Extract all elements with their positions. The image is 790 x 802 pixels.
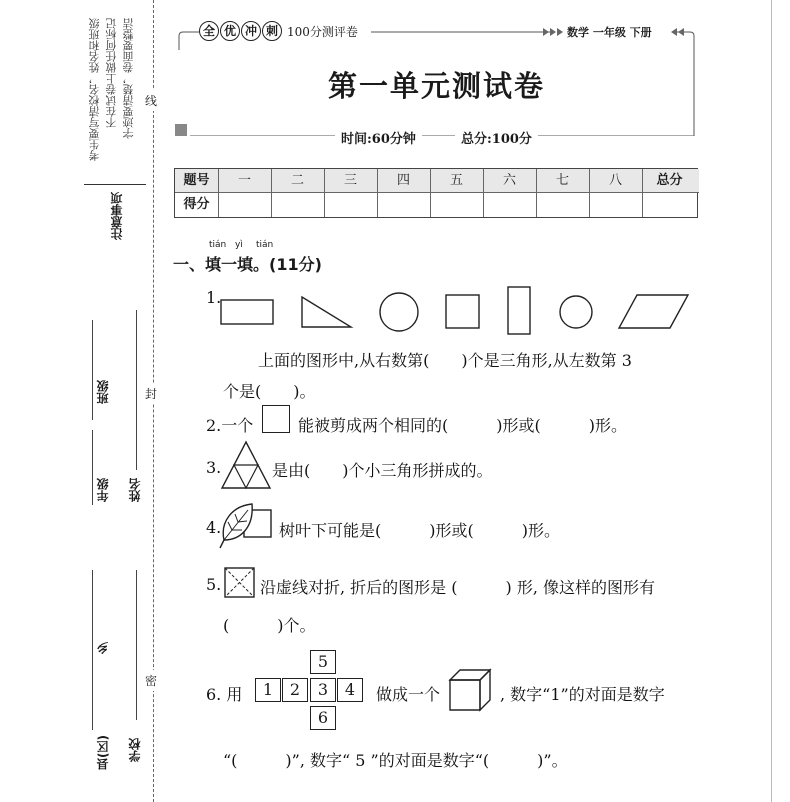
brand-char-4: 刺 xyxy=(262,21,282,41)
score-input-5[interactable] xyxy=(430,193,484,217)
county-line xyxy=(92,690,93,730)
shape-triangle xyxy=(302,297,351,327)
grade-label: 年级 xyxy=(96,478,110,502)
seal-char-mi: 密 xyxy=(145,670,157,691)
township-line xyxy=(92,570,93,690)
score-input-total[interactable] xyxy=(642,193,697,217)
school-line xyxy=(136,570,137,720)
q6-line2: “( )”, 数字“ 5 ”的对面是数字“( )”。 xyxy=(223,751,568,770)
net-cell-1: 1 xyxy=(255,678,281,702)
notice-title: 注意事项 xyxy=(110,192,124,240)
table-col-5: 五 xyxy=(430,169,484,193)
net-cell-top: 5 xyxy=(310,650,336,674)
notice-line-1: 考生要写清校名，姓名和班级 xyxy=(88,18,101,161)
notice-box xyxy=(87,0,151,180)
q5-number: 5. xyxy=(206,575,222,594)
seal-char-feng: 封 xyxy=(145,383,157,404)
grade-line xyxy=(92,430,93,505)
pinyin-yi: yì xyxy=(235,240,243,250)
brand-char-1: 全 xyxy=(199,21,219,41)
q6-cube-figure xyxy=(448,668,492,712)
table-col-7: 七 xyxy=(536,169,590,193)
table-cell-label-number: 题号 xyxy=(175,169,219,193)
class-line xyxy=(92,320,93,420)
q6-cube-net xyxy=(255,650,367,734)
score-input-2[interactable] xyxy=(271,193,325,217)
q6-text: 做成一个 xyxy=(376,685,441,704)
table-col-4: 四 xyxy=(377,169,431,193)
table-col-6: 六 xyxy=(483,169,537,193)
shape-circle-small xyxy=(560,296,592,328)
q6-number: 6. 用 xyxy=(206,685,243,704)
net-cell-4: 4 xyxy=(337,678,363,702)
table-col-3: 三 xyxy=(324,169,378,193)
q1-line1: 上面的图形中,从右数第( )个是三角形,从左数第 3 xyxy=(258,351,632,370)
net-cell-2: 2 xyxy=(282,678,308,702)
notice-divider xyxy=(84,184,146,185)
q2-square-figure xyxy=(262,405,290,433)
table-col-1: 一 xyxy=(218,169,272,193)
table-col-total: 总分 xyxy=(656,173,683,188)
net-cell-3: 3 xyxy=(310,678,336,702)
shape-rectangle xyxy=(221,300,273,324)
shape-square xyxy=(446,295,479,328)
table-col-2: 二 xyxy=(271,169,325,193)
q2-number: 2.一个 xyxy=(206,416,254,435)
table-cell-label-score: 得分 xyxy=(175,193,219,217)
q1-line2: 个是( )。 xyxy=(223,382,316,401)
brand-suffix: 100分测评卷 xyxy=(287,24,358,39)
q4-leaf-figure xyxy=(218,500,276,552)
q4-text: 树叶下可能是( )形或( )形。 xyxy=(279,521,560,540)
page-right-border xyxy=(771,0,772,802)
subject-info: 数学 一年级 下册 xyxy=(567,26,652,39)
shape-tall-rectangle xyxy=(508,287,530,334)
score-input-4[interactable] xyxy=(377,193,431,217)
table-col-8: 八 xyxy=(589,169,643,193)
brand-char-3: 冲 xyxy=(241,21,261,41)
score-label: 总分:100分 xyxy=(455,128,538,147)
seal-char-line: 线 xyxy=(145,90,157,111)
q6-text2: , 数字“1”的对面是数字 xyxy=(500,685,665,704)
score-input-7[interactable] xyxy=(536,193,590,217)
net-cell-bottom: 6 xyxy=(310,706,336,730)
pinyin-tian-1: tián xyxy=(209,240,227,250)
score-input-6[interactable] xyxy=(483,193,537,217)
class-label: 班级 xyxy=(96,380,110,404)
q5-line2: ( )个。 xyxy=(223,616,316,635)
score-input-1[interactable] xyxy=(218,193,272,217)
score-input-8[interactable] xyxy=(589,193,643,217)
q5-text: 沿虚线对折, 折后的图形是 ( ) 形, 像这样的图形有 xyxy=(260,578,656,597)
score-table xyxy=(174,168,698,218)
q5-fold-square-figure xyxy=(224,567,256,599)
q2-text: 能被剪成两个相同的( )形或( )形。 xyxy=(298,416,627,435)
school-label: 学校 xyxy=(128,738,142,762)
township-label: 乡 xyxy=(96,642,110,654)
time-label: 时间:60分钟 xyxy=(335,128,422,147)
brand xyxy=(199,21,358,41)
q3-text: 是由( )个小三角形拼成的。 xyxy=(272,461,493,480)
q3-number: 3. xyxy=(206,458,222,477)
q1-number: 1. xyxy=(206,288,222,307)
section-title: 一、填一填。(11分) xyxy=(173,255,322,274)
q3-triangle-figure xyxy=(220,440,272,490)
q4-number: 4. xyxy=(206,518,222,537)
shape-circle-large xyxy=(380,293,418,331)
q1-shapes xyxy=(218,285,698,335)
county-label: 县(区) xyxy=(96,735,110,770)
brand-char-2: 优 xyxy=(220,21,240,41)
score-input-3[interactable] xyxy=(324,193,378,217)
notice-line-3: 字迹要清楚，卷面要整洁 xyxy=(122,18,135,139)
name-label: 姓名 xyxy=(128,478,142,502)
name-line xyxy=(136,310,137,470)
shape-parallelogram xyxy=(619,295,688,328)
page-title: 第一单元测试卷 xyxy=(327,69,545,103)
notice-line-2: 不在试卷上做任何标记 xyxy=(105,18,118,128)
pinyin-tian-2: tián xyxy=(256,240,274,250)
